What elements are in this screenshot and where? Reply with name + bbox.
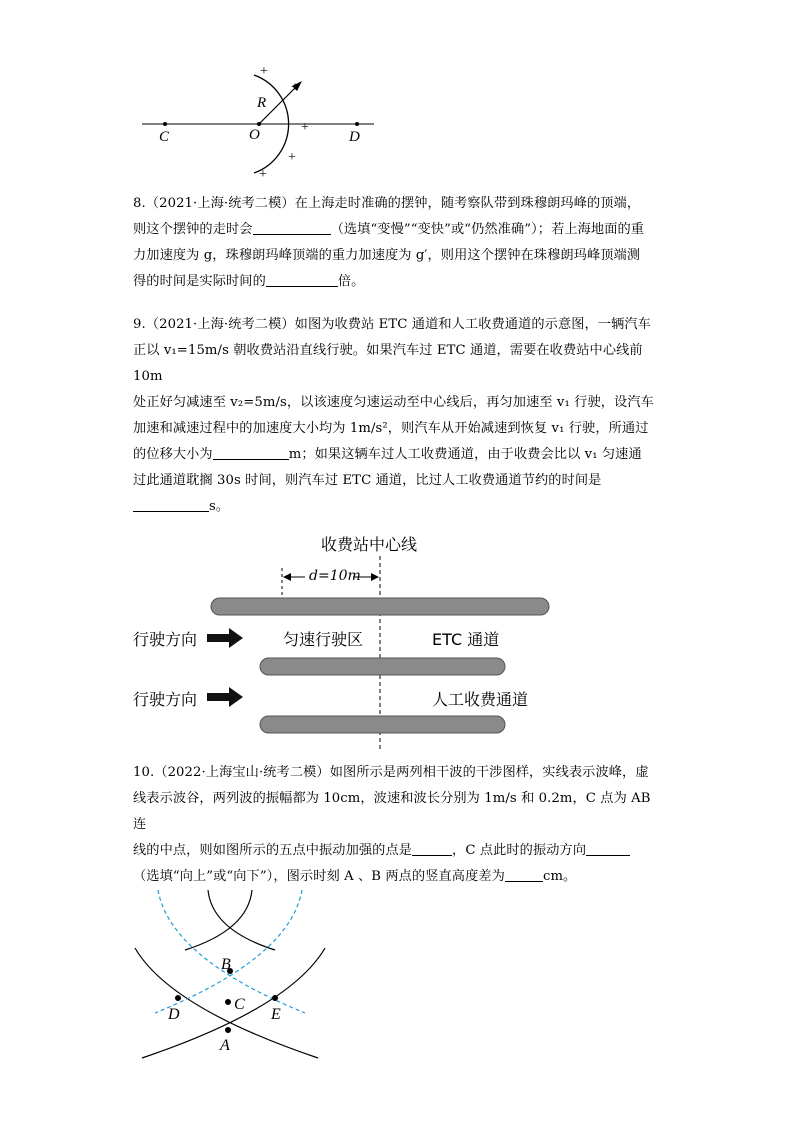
question-source: （2021·上海·统考二模） <box>145 317 295 332</box>
manual-lane-label: 人工收费通道 <box>432 690 529 709</box>
direction-label: 行驶方向 <box>133 690 198 709</box>
crest-arc <box>185 890 252 950</box>
q9-line-3: 处正好匀减速至 v₂=5m/s，以该速度匀速运动至中心线后，再匀加速至 v₁ 行驶，设汽车 <box>133 395 654 410</box>
point-c <box>225 999 231 1005</box>
q9-line-2: 正以 v₁=15m/s 朝收费站沿直线行驶。如果汽车过 ETC 通道，需要在收费站中心线前 10m <box>133 343 643 384</box>
q8-line-3: 力加速度为 g，珠穆朗玛峰顶端的重力加速度为 g′，则用这个摆钟在珠穆朗玛峰顶端测 <box>133 248 641 263</box>
question-10 <box>133 760 661 890</box>
center-line-label: 收费站中心线 <box>321 535 418 554</box>
label-d: D <box>168 1006 180 1023</box>
q8-line-1: 8.（2021·上海·统考二模）在上海走时准确的摆钟，随考察队带到珠穆朗玛峰的顶端， <box>133 196 641 211</box>
point-o <box>257 122 261 126</box>
answer-blank[interactable] <box>505 867 543 882</box>
question-number: 8 <box>133 196 142 211</box>
question-source: （2022·上海宝山·统考二模） <box>154 765 330 780</box>
q8-text: 在上海走时准确的摆钟，随考察队带到珠穆朗玛峰的顶端， <box>294 196 641 211</box>
trough-arc <box>158 890 305 1013</box>
q10-line-2: 线表示波谷，两列波的振幅都为 10cm，波速和波长分别为 1m/s 和 0.2m，C 点为 AB 连 <box>133 791 651 832</box>
q10-line-3: 线的中点，则如图所示的五点中振动加强的点是 ，C 点此时的振动方向 <box>133 838 661 864</box>
q10-line-1: 10.（2022·上海宝山·统考二模）如图所示是两列相干波的干涉图样，实线表示波峰，虚 <box>133 765 649 780</box>
trough-arc <box>155 890 302 1013</box>
direction-arrow-icon <box>207 687 243 707</box>
charge-sign: + <box>288 150 296 165</box>
lane-divider-bottom <box>260 716 505 733</box>
label-o: O <box>249 127 260 143</box>
etc-lane-label: ETC 通道 <box>432 630 500 649</box>
charge-sign: + <box>260 64 268 79</box>
label-r: R <box>257 95 267 111</box>
q10-line-4: （选填“向上”或“向下”），图示时刻 A 、B 两点的竖直高度差为 cm。 <box>133 869 577 884</box>
answer-blank[interactable] <box>412 841 452 856</box>
lane-divider-top <box>211 598 549 615</box>
question-number: 10 <box>133 765 150 780</box>
question-8 <box>133 191 661 295</box>
charged-arc-figure <box>130 60 390 185</box>
answer-blank[interactable] <box>213 445 289 460</box>
point-d <box>355 122 359 126</box>
point-d <box>175 995 181 1001</box>
question-number: 9 <box>133 317 142 332</box>
answer-blank[interactable] <box>266 272 338 287</box>
q8-line-4: 得的时间是实际时间的 倍。 <box>133 274 365 289</box>
q9-line-7: s。 <box>133 494 661 520</box>
answer-blank[interactable] <box>133 497 209 512</box>
crest-arc <box>208 890 275 950</box>
interference-pattern-figure <box>130 888 330 1063</box>
question-source: （2021·上海·统考二模） <box>145 196 295 211</box>
label-e: E <box>271 1006 281 1023</box>
answer-blank[interactable] <box>253 220 331 235</box>
q9-line-1: 9.（2021·上海·统考二模）如图为收费站 ETC 通道和人工收费通道的示意图，一辆汽车 <box>133 317 651 332</box>
question-9 <box>133 312 661 520</box>
uniform-zone-label: 匀速行驶区 <box>283 630 364 649</box>
point-c <box>163 122 167 126</box>
label-c: C <box>234 996 245 1013</box>
charge-sign: + <box>291 80 299 95</box>
d-arrowhead-right <box>371 573 379 581</box>
point-a <box>225 1027 231 1033</box>
label-c: C <box>159 129 170 145</box>
q9-line-4: 加速和减速过程中的加速度大小均为 1m/s²，则汽车从开始减速到恢复 v₁ 行驶，所通过 <box>133 421 649 436</box>
direction-arrow-icon <box>207 628 243 648</box>
toll-station-figure <box>125 528 555 753</box>
label-b: B <box>221 956 231 973</box>
q8-line-2: 则这个摆钟的走时会 （选填“变慢”“变快”或“仍然准确”）；若上海地面的重 <box>133 222 645 237</box>
point-e <box>272 995 278 1001</box>
label-a: A <box>220 1037 230 1054</box>
q9-line-6: 过此通道耽搁 30s 时间，则汽车过 ETC 通道，比过人工收费通道节约的时间是 <box>133 473 602 488</box>
charge-sign: + <box>259 167 267 182</box>
distance-label: d=10m <box>309 568 361 584</box>
d-arrowhead-left <box>283 573 291 581</box>
answer-blank[interactable] <box>586 841 630 856</box>
charge-sign: + <box>301 120 309 135</box>
direction-label: 行驶方向 <box>133 630 198 649</box>
q9-line-5: 的位移大小为 m；如果这辆车过人工收费通道，由于收费会比以 v₁ 匀速通 <box>133 447 642 462</box>
lane-divider-middle <box>260 658 505 675</box>
label-d: D <box>349 129 360 145</box>
